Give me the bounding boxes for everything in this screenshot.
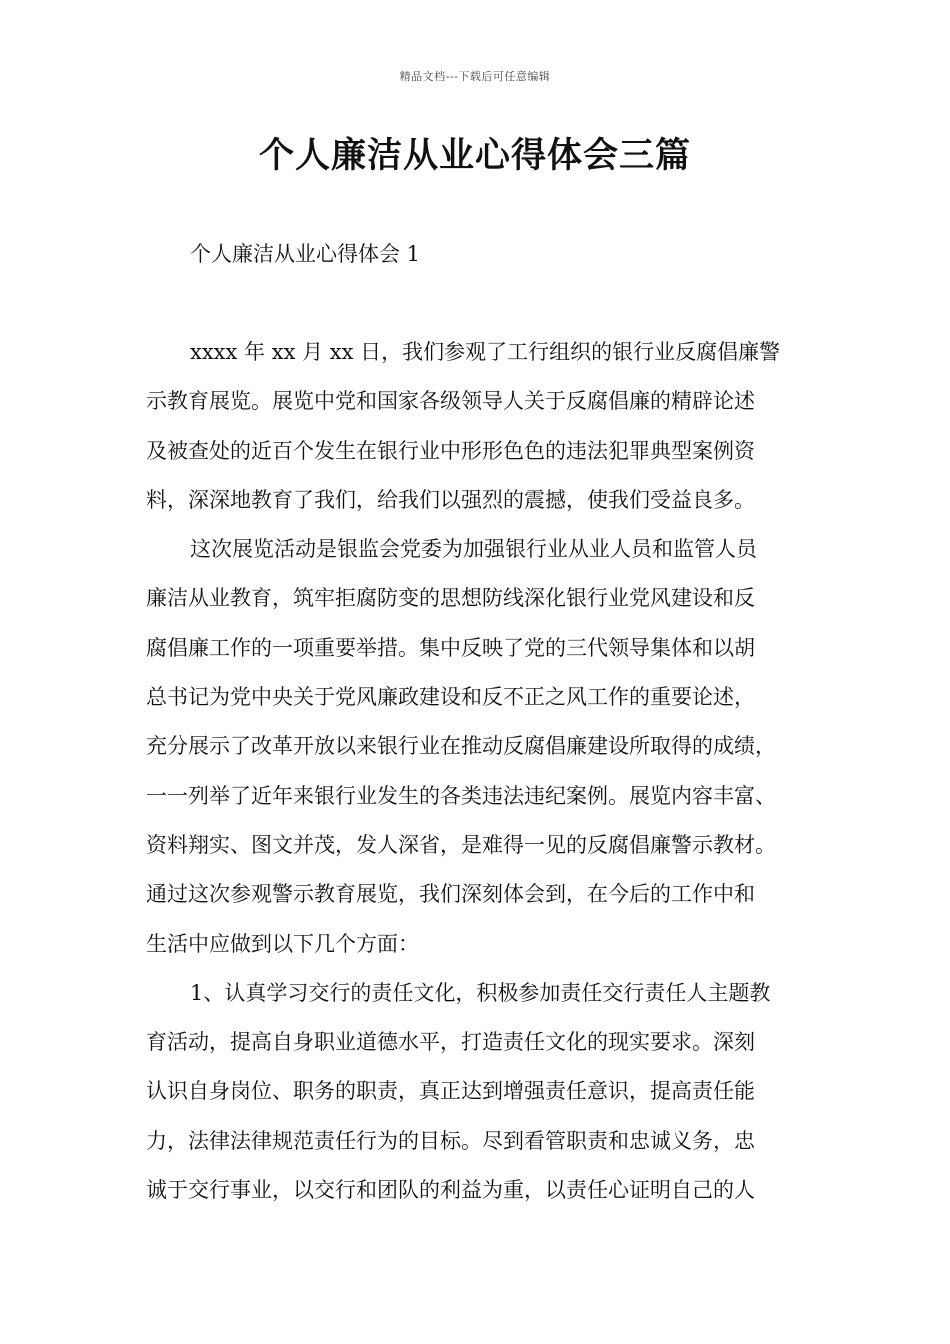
text-line: 一一列举了近年来银行业发生的各类违法违纪案例。展览内容丰富、 xyxy=(146,783,776,808)
text-line: 力，法律法律规范责任行为的目标。尽到看管职责和忠诚义务，忠 xyxy=(146,1128,755,1153)
text-line: 这次展览活动是银监会党委为加强银行业从业人员和监管人员 xyxy=(190,537,757,562)
text-line: 资料翔实、图文并茂，发人深省，是难得一见的反腐倡廉警示教材。 xyxy=(146,832,776,857)
text-line: 充分展示了改革开放以来银行业在推动反腐倡廉建设所取得的成绩， xyxy=(146,734,776,759)
text-line: 生活中应做到以下几个方面： xyxy=(146,931,419,956)
text-line: 总书记为党中央关于党风廉政建设和反不正之风工作的重要论述， xyxy=(146,685,755,710)
header-note: 精品文档---下载后可任意编辑 xyxy=(399,70,551,83)
text-line: 廉洁从业教育，筑牢拒腐防变的思想防线深化银行业党风建设和反 xyxy=(146,586,755,611)
text-line: 认识自身岗位、职务的职责，真正达到增强责任意识，提高责任能 xyxy=(146,1079,755,1104)
text-line: 料，深深地教育了我们，给我们以强烈的震撼，使我们受益良多。 xyxy=(146,487,755,512)
text-line: xxxx 年 xx 月 xx 日，我们参观了工行组织的银行业反腐倡廉警 xyxy=(190,340,781,364)
text-line: 示教育展览。展览中党和国家各级领导人关于反腐倡廉的精辟论述 xyxy=(146,389,755,414)
text-line: 诚于交行事业，以交行和团队的利益为重，以责任心证明自己的人 xyxy=(146,1178,755,1203)
section-heading: 个人廉洁从业心得体会 1 xyxy=(190,242,421,266)
paragraph-3 xyxy=(146,969,836,1215)
text-line: 1、认真学习交行的责任文化，积极参加责任交行责任人主题教 xyxy=(190,980,771,1005)
document-title: 个人廉洁从业心得体会三篇 xyxy=(258,135,691,176)
body-text xyxy=(146,328,836,1215)
text-line: 腐倡廉工作的一项重要举措。集中反映了党的三代领导集体和以胡 xyxy=(146,635,755,660)
text-line: 育活动，提高自身职业道德水平，打造责任文化的现实要求。深刻 xyxy=(146,1030,755,1055)
text-line: 及被查处的近百个发生在银行业中形形色色的违法犯罪典型案例资 xyxy=(146,438,755,463)
paragraph-2 xyxy=(146,525,836,969)
text-line: 通过这次参观警示教育展览，我们深刻体会到，在今后的工作中和 xyxy=(146,882,755,907)
paragraph-1 xyxy=(146,328,836,525)
